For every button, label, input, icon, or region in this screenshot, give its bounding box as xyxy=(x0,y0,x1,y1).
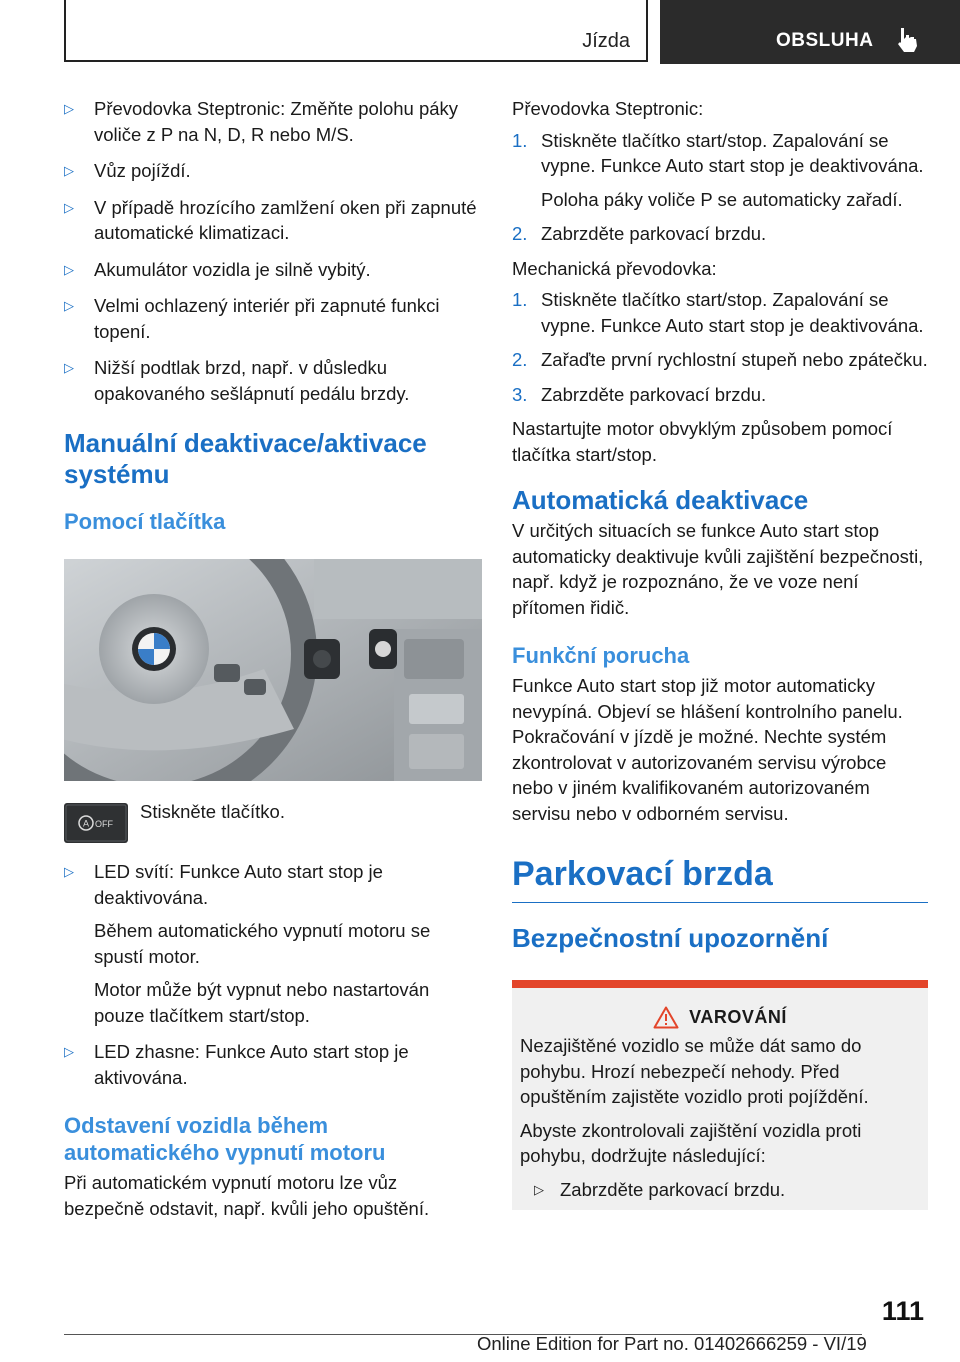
warning-box xyxy=(512,980,928,1210)
malfunction-paragraph: Funkce Auto start stop již motor automaticky nevypíná. Objeví se hlášení kontrolního panelu. Pokračování v jízdě je možné. Nechte systém zkontrolovat v autorizovaném servisu výrobce nebo v jiném kvalifikovaném autorizovaném servisu nebo v odborném servisu. xyxy=(512,675,903,824)
button-caption: Stiskněte tlačítko. xyxy=(140,801,285,822)
led-status-list xyxy=(64,859,482,1090)
list-item: 1. Stiskněte tlačítko start/stop. Zapalování se vypne. Funkce Auto start stop je deaktivována. Poloha páky voliče P se automaticky zařadí. xyxy=(512,129,924,210)
left-column xyxy=(64,96,482,1221)
svg-text:A: A xyxy=(82,818,90,829)
list-item: ▷ Převodovka Steptronic: Změňte polohu páky voliče z P na N, D, R nebo M/S. xyxy=(64,98,459,145)
list-item: ▷ Velmi ochlazený interiér při zapnuté funkci topení. xyxy=(64,295,440,342)
page-number: 111 xyxy=(881,1296,924,1326)
warning-triangle-icon xyxy=(653,1006,679,1029)
list-item: ▷ Nižší podtlak brzd, např. v důsledku opakovaného sešlápnutí pedálu brzdy. xyxy=(64,357,410,404)
bullet-triangle-icon: ▷ xyxy=(64,1044,74,1059)
list-item: 3. Zabrzděte parkovací brzdu. xyxy=(512,383,767,405)
manual-label: Mechanická převodovka: xyxy=(512,257,717,279)
warning-label: VAROVÁNÍ xyxy=(689,1007,787,1027)
automatic-paragraph: V určitých situacích se funkce Auto start stop automaticky deaktivuje kvůli zajištění bezpečnosti, např. když je rozpoznáno, že ve voze není přítomen řidič. xyxy=(512,520,924,618)
heading-manual-deactivation: Manuální deaktivace/aktivace systému xyxy=(64,428,427,489)
warning-paragraph-2: Abyste zkontrolovali zajištění vozidla proti pohybu, dodržujte následující: xyxy=(520,1119,862,1166)
list-item: ▷ LED svítí: Funkce Auto start stop je deaktivována. Během automatického vypnutí motoru se spustí motor. Motor může být vypnut nebo nastartován pouze tlačítkem start/stop. xyxy=(64,861,431,1026)
list-item: ▷ Zabrzděte parkovací brzdu. xyxy=(520,1177,920,1203)
restart-paragraph: Nastartujte motor obvyklým způsobem pomocí tlačítka start/stop. xyxy=(512,418,893,465)
page-title-parking-brake: Parkovací brzda xyxy=(512,854,928,903)
list-item: ▷ V případě hrozícího zamlžení oken při zapnuté automatické klimatizaci. xyxy=(64,196,477,243)
header-tab xyxy=(660,0,960,64)
list-item: ▷ Akumulátor vozidla je silně vybitý. xyxy=(64,257,482,283)
steptronic-label: Převodovka Steptronic: xyxy=(512,98,704,119)
list-item: 2. Zařaďte první rychlostní stupeň nebo zpátečku. xyxy=(512,349,928,370)
bullet-triangle-icon: ▷ xyxy=(64,864,74,879)
steptronic-steps xyxy=(512,128,928,247)
bullet-triangle-icon: ▷ xyxy=(64,360,74,375)
button-icon-label: OFF xyxy=(95,819,113,829)
warning-header xyxy=(520,1006,920,1029)
conditions-list xyxy=(64,96,482,406)
list-item: 1. Stiskněte tlačítko start/stop. Zapalování se vypne. Funkce Auto start stop je deaktivována. xyxy=(512,289,924,336)
bullet-triangle-icon: ▷ xyxy=(64,163,74,178)
list-item: ▷ Vůz pojíždí. xyxy=(64,158,482,184)
auto-start-stop-off-button-icon xyxy=(64,803,128,843)
heading-safety-notes: Bezpečnostní upozornění xyxy=(512,923,829,953)
header-section-title: Jízda xyxy=(582,30,630,52)
dashboard-photo xyxy=(64,559,482,781)
bullet-triangle-icon: ▷ xyxy=(64,101,74,116)
bullet-triangle-icon: ▷ xyxy=(64,261,74,277)
list-item: 2. Zabrzděte parkovací brzdu. xyxy=(512,223,767,244)
header-frame xyxy=(64,0,648,62)
heading-parking-during-stop: Odstavení vozidla během automatického vypnutí motoru xyxy=(64,1113,386,1165)
header-tab-label: OBSLUHA xyxy=(776,30,874,51)
button-instruction xyxy=(64,799,482,845)
heading-by-button: Pomocí tlačítka xyxy=(64,509,226,534)
list-item: ▷ LED zhasne: Funkce Auto start stop je aktivována. xyxy=(64,1041,409,1088)
heading-malfunction: Funkční porucha xyxy=(512,643,690,668)
bullet-triangle-icon: ▷ xyxy=(534,1181,544,1197)
footer-edition: Online Edition for Part no. 01402666259 - VI/19 xyxy=(477,1333,867,1354)
heading-automatic-deactivation: Automatická deaktivace xyxy=(512,485,809,515)
parking-paragraph: Při automatickém vypnutí motoru lze vůz bezpečně odstavit, např. kvůli jeho opuštění. xyxy=(64,1172,430,1219)
warning-paragraph-1: Nezajištěné vozidlo se může dát samo do pohybu. Hrozí nebezpečí nehody. Před opuštěním zajistěte vozidlo proti pojíždění. xyxy=(520,1035,869,1107)
manual-steps xyxy=(512,287,928,407)
bullet-triangle-icon: ▷ xyxy=(64,199,74,215)
pointing-hand-icon xyxy=(892,24,922,54)
bullet-triangle-icon: ▷ xyxy=(64,298,74,313)
right-column xyxy=(512,96,928,1210)
